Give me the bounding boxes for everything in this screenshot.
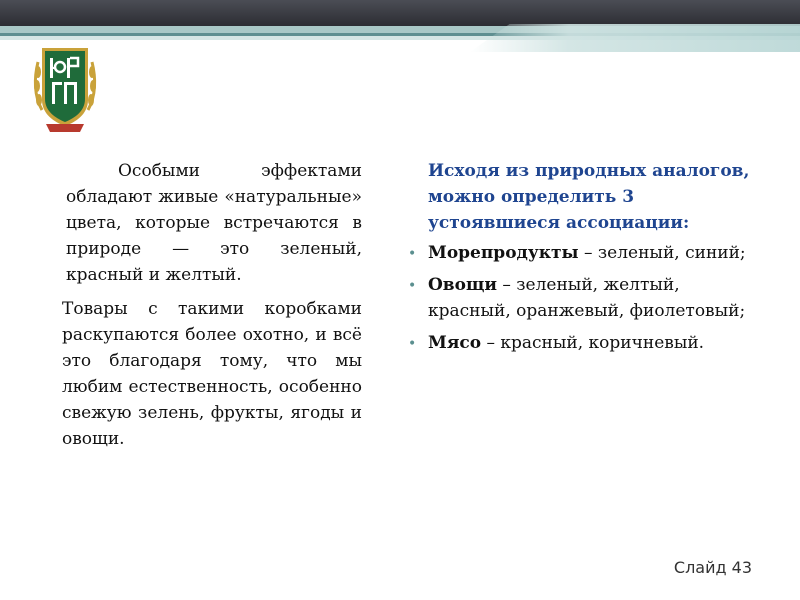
associations-list (404, 240, 764, 356)
list-item-text: – зеленый, синий; (578, 243, 746, 263)
slide-number: Слайд 43 (673, 558, 752, 577)
right-text-column (404, 158, 764, 362)
header-accent (470, 24, 800, 52)
associations-heading: Исходя из природных аналогов, можно определить 3 устоявшиеся ассоциации: (428, 161, 750, 233)
bullet-icon: • (408, 246, 417, 262)
bullet-icon: • (408, 278, 417, 294)
list-item-term: Морепродукты (428, 243, 579, 263)
intro-paragraph: Особыми эффектами обладают живые «натуральные» цвета, которые встречаются в природе — это зеленый, красный и желтый. (66, 161, 362, 285)
bullet-icon: • (408, 336, 417, 352)
list-item (404, 240, 764, 266)
left-text-column (62, 158, 362, 460)
list-item (404, 272, 764, 324)
list-item-term: Овощи (428, 275, 497, 295)
body-paragraph: Товары с такими коробками раскупаются более охотно, и всё это благодаря тому, что мы любим естественность, особенно свежую зелень, фрукты, ягоды и овощи. (62, 299, 362, 449)
top-header-bar (0, 0, 800, 26)
list-item (404, 330, 764, 356)
list-item-text: – красный, коричневый. (481, 333, 705, 353)
list-item-term: Мясо (428, 333, 482, 353)
list-item-text: – зеленый, желтый, красный, оранжевый, фиолетовый; (428, 275, 746, 321)
university-crest-icon (32, 44, 98, 136)
